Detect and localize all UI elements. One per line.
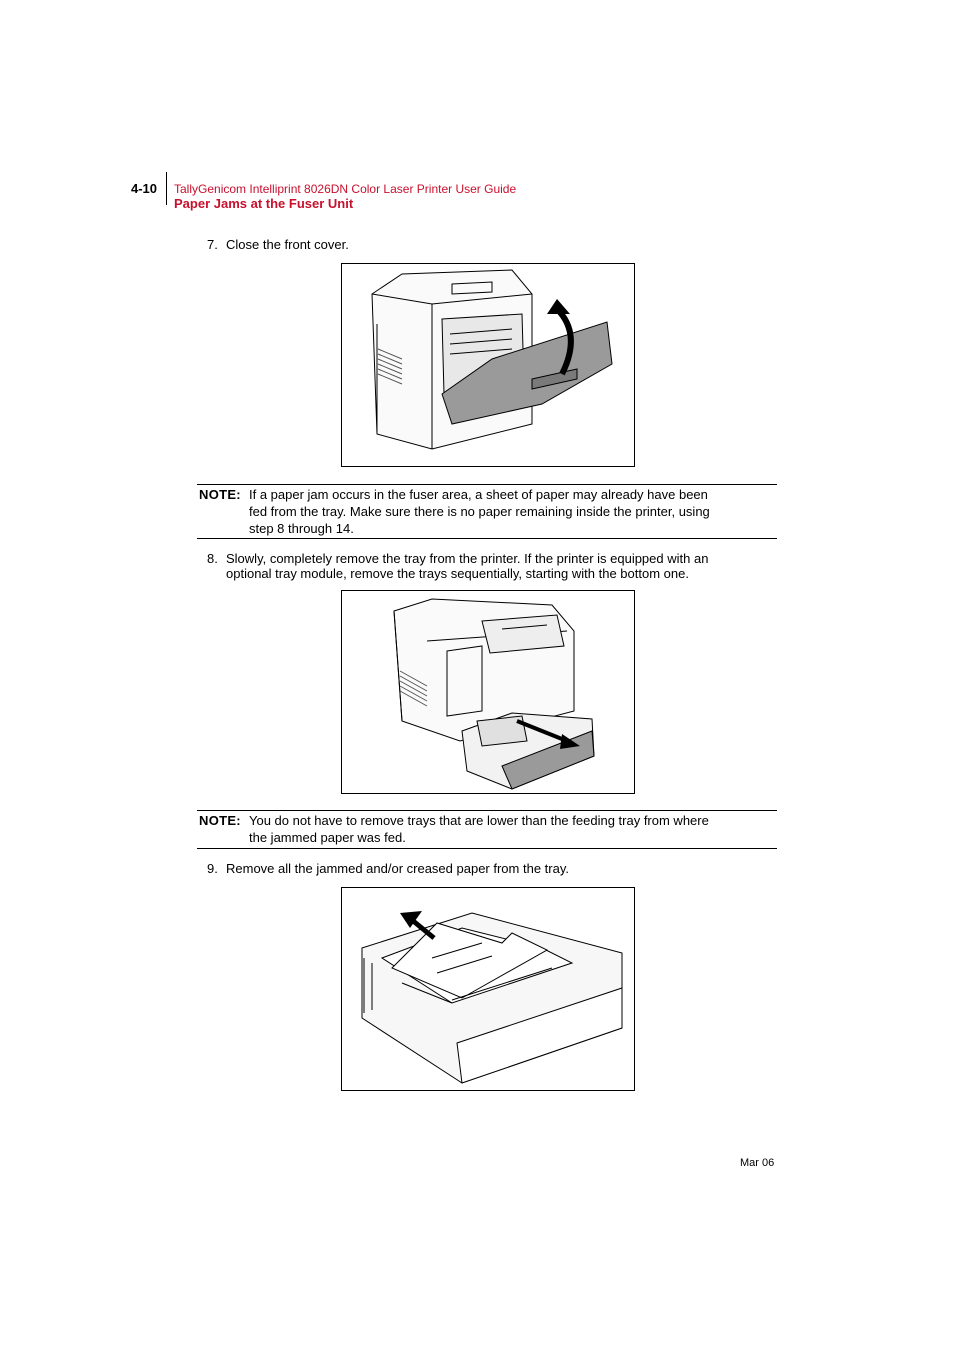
header-divider [166,172,167,205]
note-lower-trays [197,810,777,849]
figure-close-front-cover [341,263,635,467]
step-text-line1: Slowly, completely remove the tray from the printer. If the printer is equipped with an [226,551,709,566]
printer-tray-removal-illustration [342,591,634,793]
step-text: Close the front cover. [226,237,349,252]
footer-date: Mar 06 [740,1157,775,1169]
step-number: 9. [207,861,218,876]
step-text: Remove all the jammed and/or creased paper from the tray. [226,861,569,876]
note-line: fed from the tray. Make sure there is no paper remaining inside the printer, using [249,504,710,519]
note-line: the jammed paper was fed. [249,830,406,845]
note-line: step 8 through 14. [249,521,354,536]
guide-title: TallyGenicom Intelliprint 8026DN Color Laser Printer User Guide [174,182,517,196]
section-title: Paper Jams at the Fuser Unit [174,196,354,211]
step-7 [207,237,767,253]
note-body [249,486,749,537]
note-line: You do not have to remove trays that are lower than the feeding tray from where [249,813,709,828]
note-body [249,812,749,846]
page-number: 4-10 [131,181,158,196]
figure-remove-jammed-paper [341,887,635,1091]
note-label: NOTE: [199,813,241,828]
step-number: 8. [207,551,218,566]
note-label: NOTE: [199,487,241,502]
step-8 [207,551,767,583]
note-line: If a paper jam occurs in the fuser area, a sheet of paper may already have been [249,487,708,502]
tray-jammed-paper-illustration [342,888,634,1090]
step-9 [207,861,767,877]
figure-remove-tray [341,590,635,794]
note-fuser-jam [197,484,777,539]
printer-open-cover-illustration [342,264,634,466]
step-text-line2: optional tray module, remove the trays sequentially, starting with the bottom one. [226,566,689,581]
step-number: 7. [207,237,218,252]
